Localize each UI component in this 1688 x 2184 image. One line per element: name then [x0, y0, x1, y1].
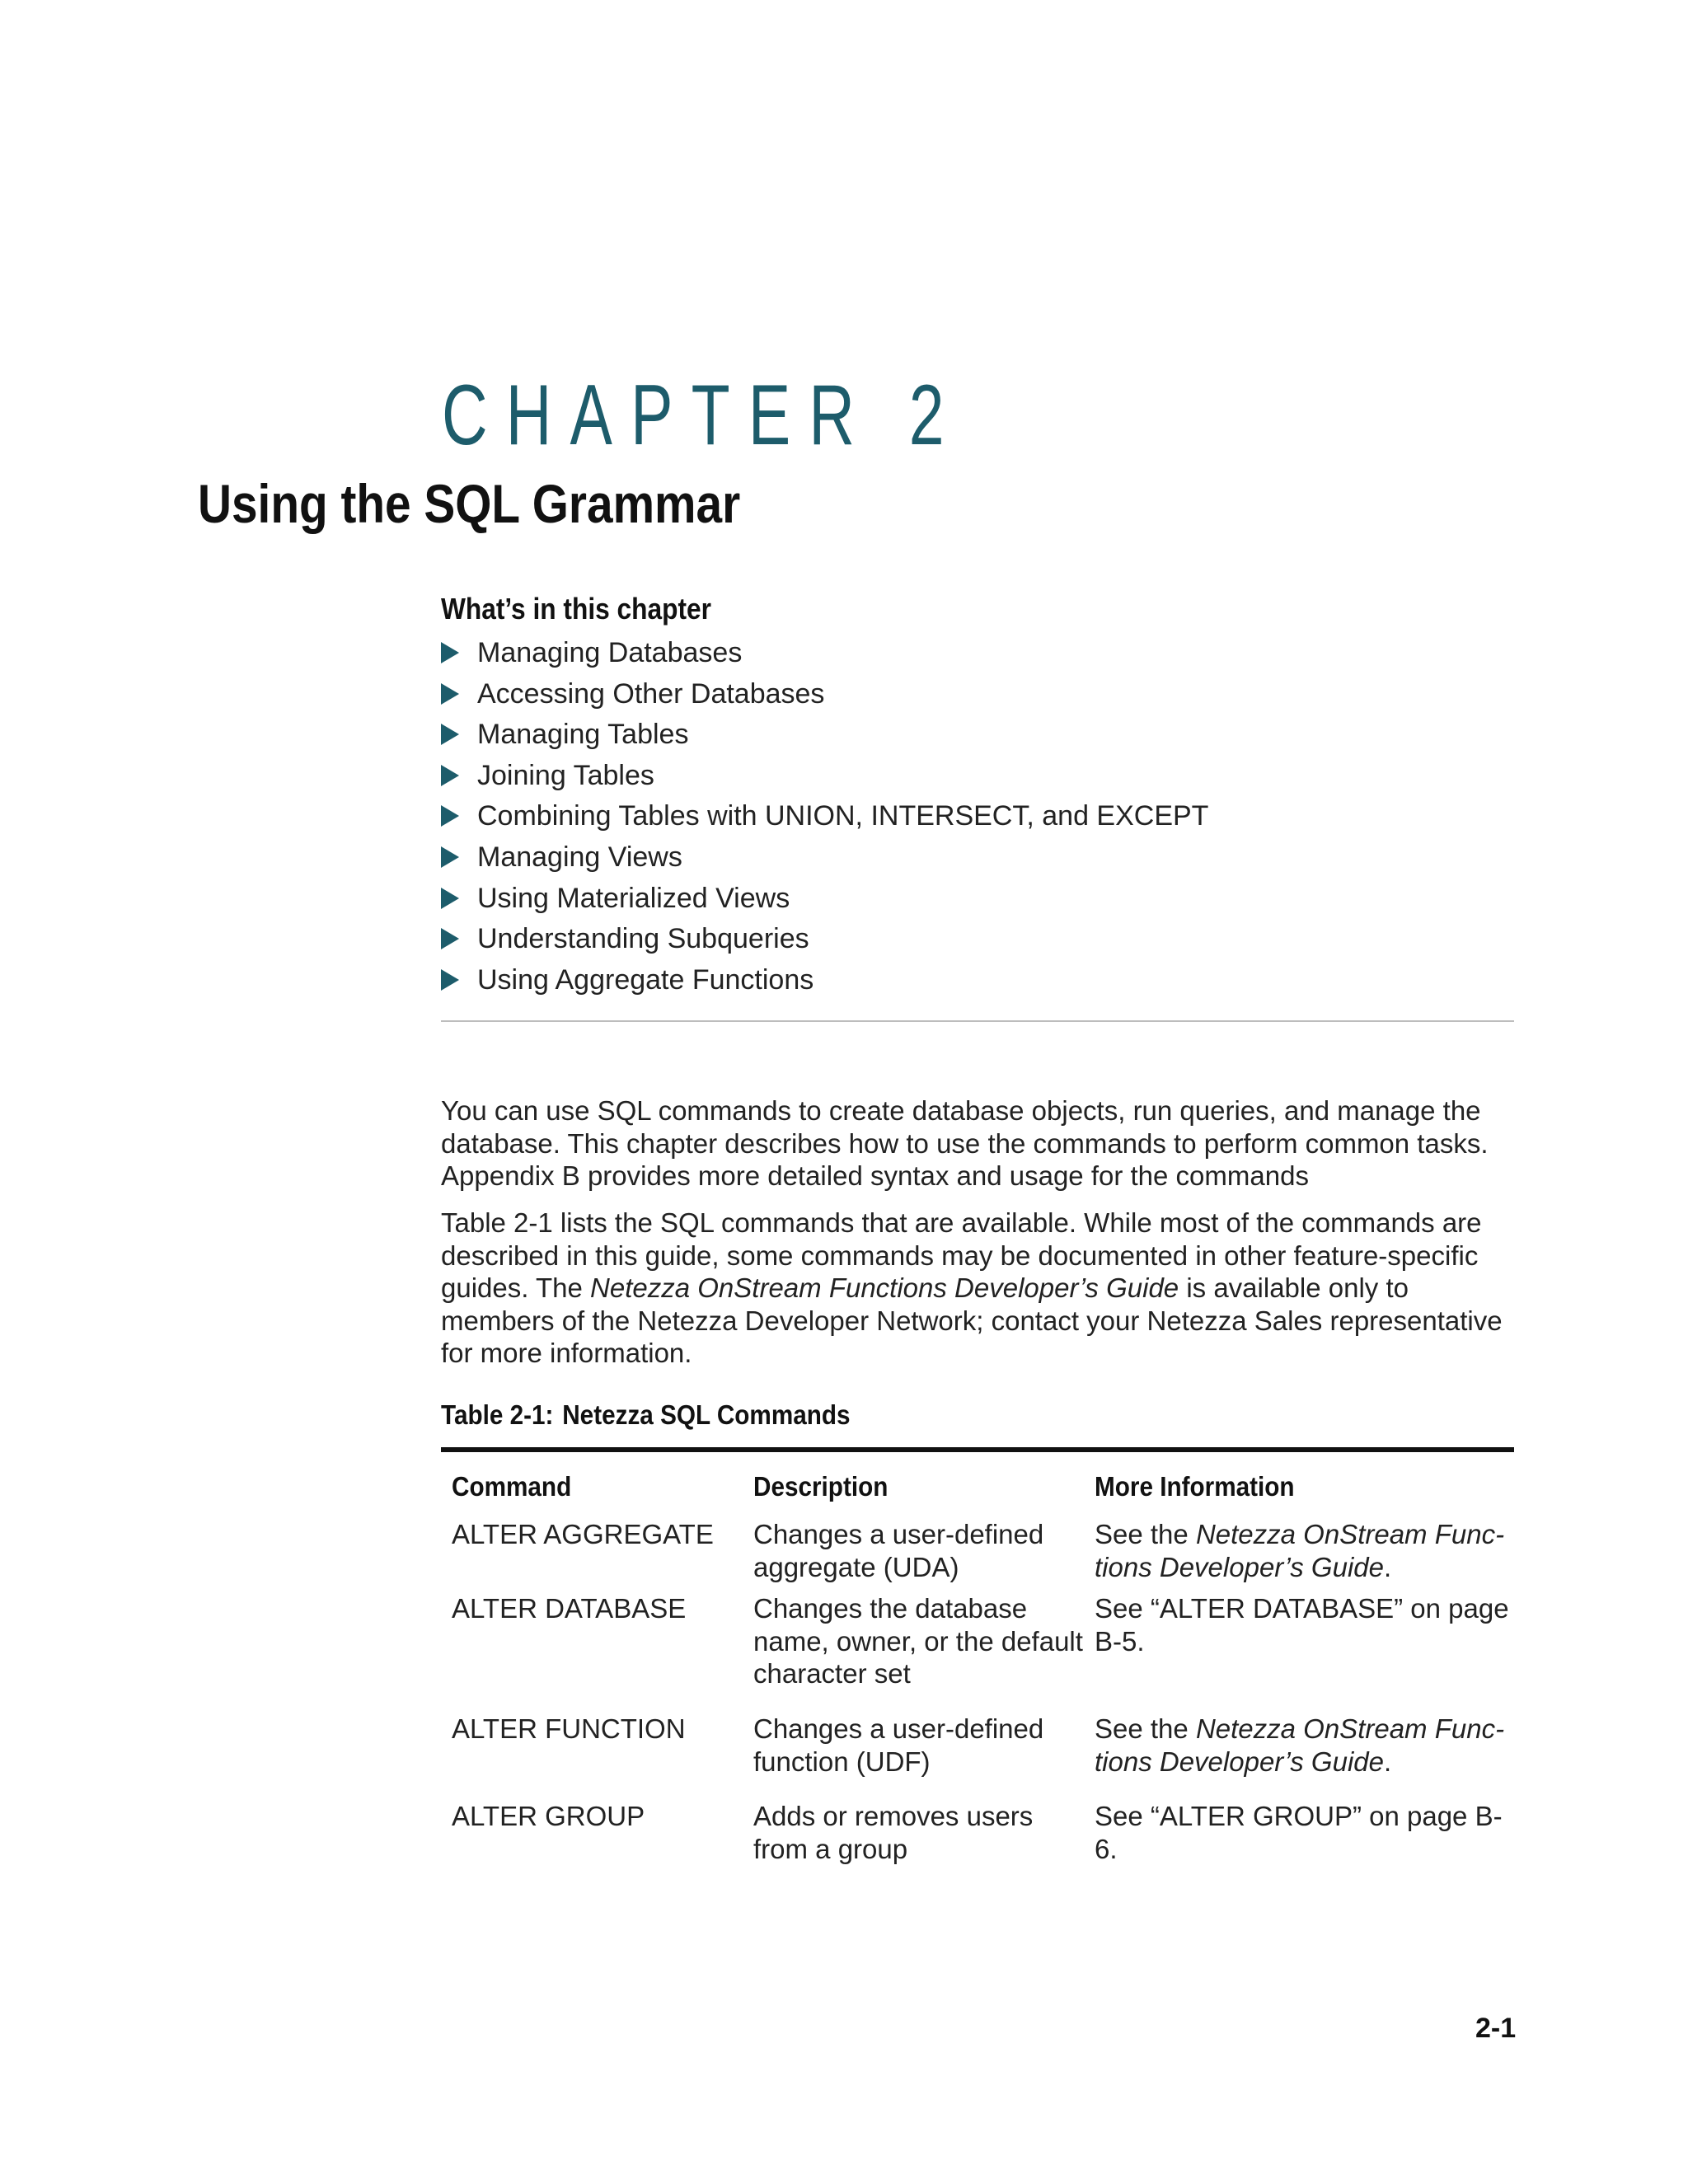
guide-reference-link[interactable]: Netezza OnStream Functions Developer’s Guide: [1095, 1713, 1505, 1777]
toc-item[interactable]: [441, 636, 1208, 677]
triangle-bullet-icon: [441, 969, 459, 991]
toc-item[interactable]: [441, 799, 1208, 841]
toc-list: [441, 636, 1208, 1004]
guide-title-link[interactable]: Netezza OnStream Functions Developer’s Guide: [590, 1272, 1179, 1303]
info-text: .: [1383, 1746, 1392, 1777]
page-reference-link[interactable]: See “ALTER GROUP” on page B-6.: [1095, 1801, 1503, 1864]
table-row: [441, 1518, 1514, 1592]
toc-heading: What’s in this chapter: [441, 592, 711, 626]
toc-item-label: Understanding Subqueries: [477, 923, 809, 955]
cell-description: Changes the database name, owner, or the default character set: [753, 1593, 1083, 1689]
toc-item-label: Using Materialized Views: [477, 882, 790, 914]
intro-paragraph: You can use SQL commands to create database objects, run queries, and manage the database. This chapter describes how to use the commands to perform common tasks. Appendix B provides more detailed syntax and usage for the commands: [441, 1095, 1489, 1191]
table-caption: [441, 1401, 851, 1428]
header-command: Command: [452, 1471, 572, 1502]
page-reference-link[interactable]: See “ALTER DATABASE” on page B-5.: [1095, 1593, 1509, 1657]
cell-command: ALTER DATABASE: [452, 1593, 687, 1624]
page-number: 2-1: [1475, 2013, 1517, 2044]
header-more-information: More Information: [1095, 1471, 1295, 1502]
chapter-title: Using the SQL Grammar: [198, 473, 741, 534]
table-caption-title: Netezza SQL Commands: [562, 1399, 851, 1430]
toc-item[interactable]: [441, 922, 1208, 963]
toc-item-label: Using Aggregate Functions: [477, 963, 814, 996]
cell-command: ALTER FUNCTION: [452, 1713, 686, 1744]
header-description: Description: [753, 1471, 889, 1502]
toc-item-label: Joining Tables: [477, 759, 654, 791]
toc-item-label: Managing Tables: [477, 719, 689, 751]
triangle-bullet-icon: [441, 724, 459, 745]
table-row: [441, 1713, 1514, 1800]
triangle-bullet-icon: [441, 846, 459, 868]
toc-item-label: Accessing Other Databases: [477, 677, 825, 710]
toc-item-label: Combining Tables with UNION, INTERSECT, and EXCEPT: [477, 800, 1209, 832]
info-text: See the: [1095, 1713, 1196, 1744]
table-intro-paragraph: [441, 1207, 1521, 1370]
cell-more-information: [1095, 1592, 1523, 1657]
triangle-bullet-icon: [441, 888, 459, 909]
toc-item-label: Managing Databases: [477, 637, 743, 668]
table-caption-number: Table 2-1:: [441, 1399, 554, 1430]
toc-item[interactable]: [441, 882, 1208, 923]
triangle-bullet-icon: [441, 765, 459, 786]
cell-more-information: [1095, 1713, 1523, 1778]
commands-table: [441, 1447, 1514, 1874]
toc-item[interactable]: [441, 841, 1208, 882]
toc-item[interactable]: [441, 718, 1208, 759]
info-text: See the: [1095, 1519, 1196, 1549]
cell-more-information: [1095, 1518, 1523, 1583]
toc-item[interactable]: [441, 963, 1208, 1005]
triangle-bullet-icon: [441, 805, 459, 827]
info-text: .: [1383, 1551, 1392, 1582]
triangle-bullet-icon: [441, 642, 459, 663]
cell-description: Adds or removes users from a group: [753, 1801, 1034, 1864]
cell-more-information: [1095, 1800, 1523, 1865]
chapter-label: CHAPTER 2: [442, 368, 963, 463]
paragraph-text: Table 2-1 lists the SQL commands that are available. While most of the commands are described in this guide, some commands may be documented in other feature-specific guides. The: [441, 1207, 1482, 1303]
cell-command: ALTER AGGREGATE: [452, 1519, 714, 1549]
cell-description: Changes a user-defined aggregate (UDA): [753, 1519, 1044, 1582]
cell-command: ALTER GROUP: [452, 1801, 645, 1831]
toc-divider: [441, 1020, 1514, 1022]
toc-item[interactable]: [441, 759, 1208, 800]
paragraph-text: is available only to members of the Netezza Developer Network; contact your Netezza Sales representative for more information.: [441, 1272, 1503, 1368]
toc-item-label: Managing Views: [477, 841, 682, 873]
toc-item[interactable]: [441, 677, 1208, 719]
table-row: [441, 1800, 1514, 1874]
guide-reference-link[interactable]: Netezza OnStream Functions Developer’s Guide: [1095, 1519, 1505, 1582]
cell-description: Changes a user-defined function (UDF): [753, 1713, 1044, 1777]
table-header-row: [441, 1452, 1514, 1518]
table-row: [441, 1592, 1514, 1713]
triangle-bullet-icon: [441, 928, 459, 949]
triangle-bullet-icon: [441, 683, 459, 705]
